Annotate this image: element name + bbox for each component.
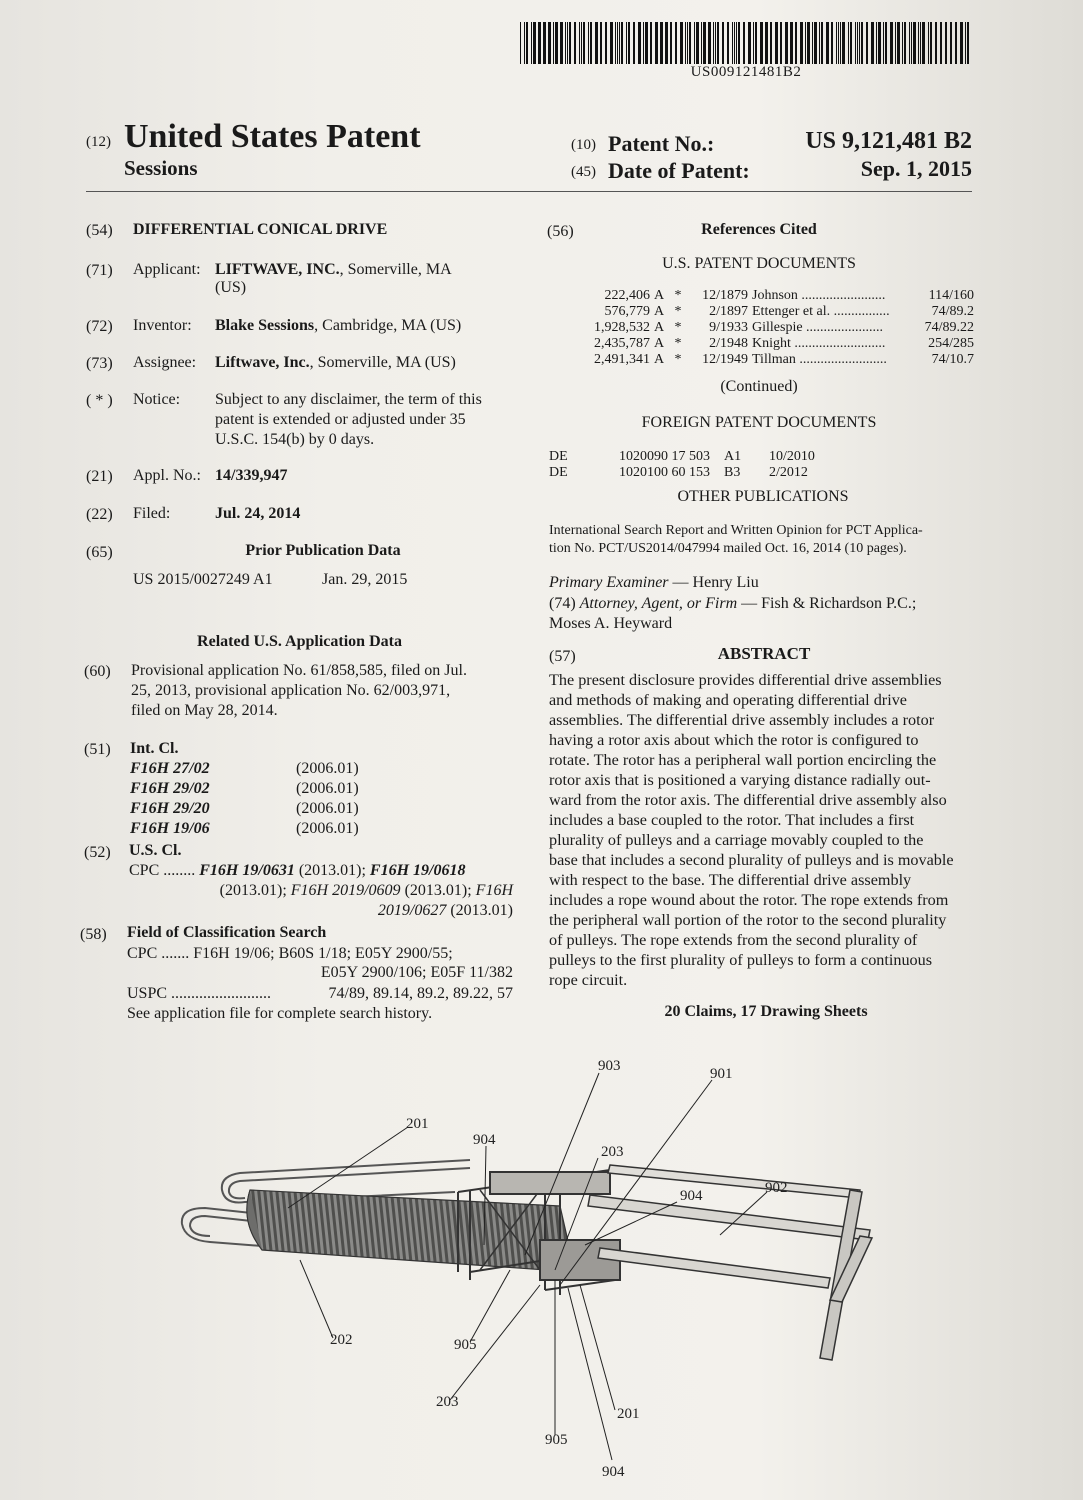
numeral-203-b: 203: [436, 1394, 459, 1410]
field-code-21: (21): [86, 468, 113, 485]
provisional-applications: Provisional application No. 61/858,585, filed on Jul. 25, 2013, provisional application No. 62/003,971, filed on May 28, 2014.: [131, 662, 467, 719]
numeral-904: 904: [473, 1132, 496, 1148]
classification-cpc-line-2: E05Y 2900/106; E05F 11/382: [320, 964, 513, 981]
barcode-number: US009121481B2: [690, 64, 802, 80]
us-patent-documents-heading: U.S. PATENT DOCUMENTS: [662, 255, 856, 272]
us-cl-heading: U.S. Cl.: [129, 842, 182, 859]
numeral-203: 203: [601, 1144, 624, 1160]
prior-publication-date: Jan. 29, 2015: [322, 571, 408, 588]
int-cl-item: F16H 19/06 (2006.01): [130, 820, 359, 837]
references-cited-heading: References Cited: [701, 221, 817, 238]
date-of-patent: Sep. 1, 2015: [860, 156, 972, 181]
int-cl-item: F16H 29/02 (2006.01): [130, 780, 359, 797]
barcode: [520, 22, 972, 64]
filed-value: Jul. 24, 2014: [215, 505, 301, 522]
us-cl-cpc-line-3: 2019/0627 (2013.01): [377, 902, 513, 919]
claims-and-drawings: 20 Claims, 17 Drawing Sheets: [664, 1003, 868, 1020]
reference-row: 576,779 A * 2/1897 Ettenger et al. ................ 74/89.2: [604, 304, 974, 319]
kind-code-45: (45): [571, 164, 596, 180]
inventor-value: Blake Sessions, Cambridge, MA (US): [215, 317, 462, 334]
related-application-heading: Related U.S. Application Data: [197, 633, 402, 650]
field-code-58: (58): [80, 926, 107, 943]
reference-row: 1,928,532 A * 9/1933 Gillespie ...................... 74/89.22: [594, 320, 974, 335]
attorney-agent: (74) Attorney, Agent, or Firm — Fish & Richardson P.C.;: [549, 595, 917, 612]
foreign-references-list: [549, 449, 815, 481]
abstract-heading: ABSTRACT: [717, 644, 811, 663]
int-cl-list: [130, 759, 359, 839]
field-code-22: (22): [86, 506, 113, 523]
notice-text: Subject to any disclaimer, the term of this patent is extended or adjusted under 35 U.S.C. 154(b) by 0 days.: [215, 391, 482, 448]
prior-publication-heading: Prior Publication Data: [245, 542, 401, 559]
document-title: United States Patent: [124, 118, 421, 155]
us-references-list: [580, 288, 975, 368]
field-code-56: (56): [547, 223, 574, 240]
notice-code: ( * ): [86, 392, 113, 409]
kind-code-10: (10): [571, 137, 596, 153]
numeral-904-c: 904: [602, 1464, 625, 1480]
field-code-65: (65): [86, 544, 113, 561]
abstract-text: The present disclosure provides differential drive assemblies and methods of making and operating differential drive assemblies. The differential drive assembly includes a rotor having a rotor axis about which the rotor is configured to rotate. The rotor has a peripheral wall portion encircling the rotor axis that is positioned a varying distance radially out- ward from the rotor axis. The differential drive assembly also includes a base coupled to the rotor. That includes a first plurality of pulleys and a carriage movably coupled to the base that includes a second plurality of pulleys and is movable with respect to the base. The differential drive assembly includes a rope wound about the rotor. The rope extends from the peripheral wall portion of the rotor to the second plurality of pulleys. The rope extends from the second plurality of pulleys to the first plurality of pulleys to form a continuous rope circuit.: [549, 671, 954, 989]
applicant-label: Applicant:: [133, 261, 201, 278]
numeral-903: 903: [598, 1058, 621, 1074]
reference-row: 2,435,787 A * 2/1948 Knight .......................... 254/285: [594, 336, 974, 351]
kind-code-12: (12): [86, 134, 111, 150]
assignee-label: Assignee:: [133, 354, 197, 371]
numeral-905: 905: [454, 1337, 477, 1353]
us-cl-cpc-line-2: (2013.01); F16H 2019/0609 (2013.01); F16H: [219, 882, 513, 899]
filed-label: Filed:: [133, 505, 171, 522]
field-code-60: (60): [84, 663, 111, 680]
reference-row: 2,491,341 A * 12/1949 Tillman ......................... 74/10.7: [594, 352, 974, 367]
numeral-904-b: 904: [680, 1188, 703, 1204]
appl-no-value: 14/339,947: [215, 467, 288, 484]
prior-publication-number: US 2015/0027249 A1: [133, 571, 273, 588]
base-rails: [588, 1165, 872, 1360]
patent-drawing: [0, 1040, 1083, 1500]
attorney-agent-line-2: Moses A. Heyward: [549, 615, 673, 632]
primary-examiner: Primary Examiner — Henry Liu: [549, 574, 759, 591]
foreign-reference-row: DE 1020100 60 153 B3 2/2012: [549, 465, 808, 480]
numeral-905-b: 905: [545, 1432, 568, 1448]
int-cl-heading: Int. Cl.: [130, 740, 179, 757]
classification-uspc-value: 74/89, 89.14, 89.2, 89.22, 57: [328, 985, 513, 1002]
int-cl-item: F16H 27/02 (2006.01): [130, 760, 359, 777]
us-cl-cpc-line-1: CPC ........ F16H 19/0631 (2013.01); F16H 19/0618: [129, 862, 466, 879]
classification-uspc-label: USPC .........................: [127, 985, 272, 1002]
classification-cpc-line-1: CPC ....... F16H 19/06; B60S 1/18; E05Y 2900/55;: [127, 945, 453, 962]
appl-no-label: Appl. No.:: [133, 467, 201, 484]
numeral-202: 202: [330, 1332, 353, 1348]
numeral-901: 901: [710, 1066, 733, 1082]
patent-number-label: Patent No.:: [608, 131, 715, 156]
other-publications-heading: OTHER PUBLICATIONS: [677, 488, 849, 505]
applicant-value: LIFTWAVE, INC., Somerville, MA: [215, 261, 452, 278]
inventor-surname: Sessions: [124, 156, 198, 180]
foreign-patent-documents-heading: FOREIGN PATENT DOCUMENTS: [641, 414, 877, 431]
field-code-51: (51): [84, 741, 111, 758]
invention-title: DIFFERENTIAL CONICAL DRIVE: [133, 221, 388, 238]
field-code-72: (72): [86, 318, 113, 335]
inventor-label: Inventor:: [133, 317, 192, 334]
field-code-71: (71): [86, 262, 113, 279]
numeral-201: 201: [406, 1116, 429, 1132]
classification-search-heading: Field of Classification Search: [127, 924, 327, 941]
assignee-value: Liftwave, Inc., Somerville, MA (US): [215, 354, 456, 371]
numeral-902: 902: [765, 1180, 788, 1196]
references-continued: (Continued): [720, 378, 798, 395]
other-publications-text: International Search Report and Written Opinion for PCT Applica- tion No. PCT/US2014/047994 mailed Oct. 16, 2014 (10 pages).: [549, 523, 923, 556]
field-code-54: (54): [86, 222, 113, 239]
reference-row: 222,406 A * 12/1879 Johnson ........................ 114/160: [604, 288, 974, 303]
date-of-patent-label: Date of Patent:: [608, 158, 750, 183]
applicant-country: (US): [215, 279, 247, 296]
int-cl-item: F16H 29/20 (2006.01): [130, 800, 359, 817]
search-history-note: See application file for complete search history.: [127, 1005, 433, 1022]
field-code-57: (57): [549, 648, 576, 665]
field-code-52: (52): [84, 844, 111, 861]
patent-number: US 9,121,481 B2: [805, 128, 972, 154]
numeral-201-b: 201: [617, 1406, 640, 1422]
notice-label: Notice:: [133, 391, 181, 408]
field-code-73: (73): [86, 355, 113, 372]
foreign-reference-row: DE 1020090 17 503 A1 10/2010: [549, 449, 815, 464]
header-divider: [86, 191, 972, 192]
